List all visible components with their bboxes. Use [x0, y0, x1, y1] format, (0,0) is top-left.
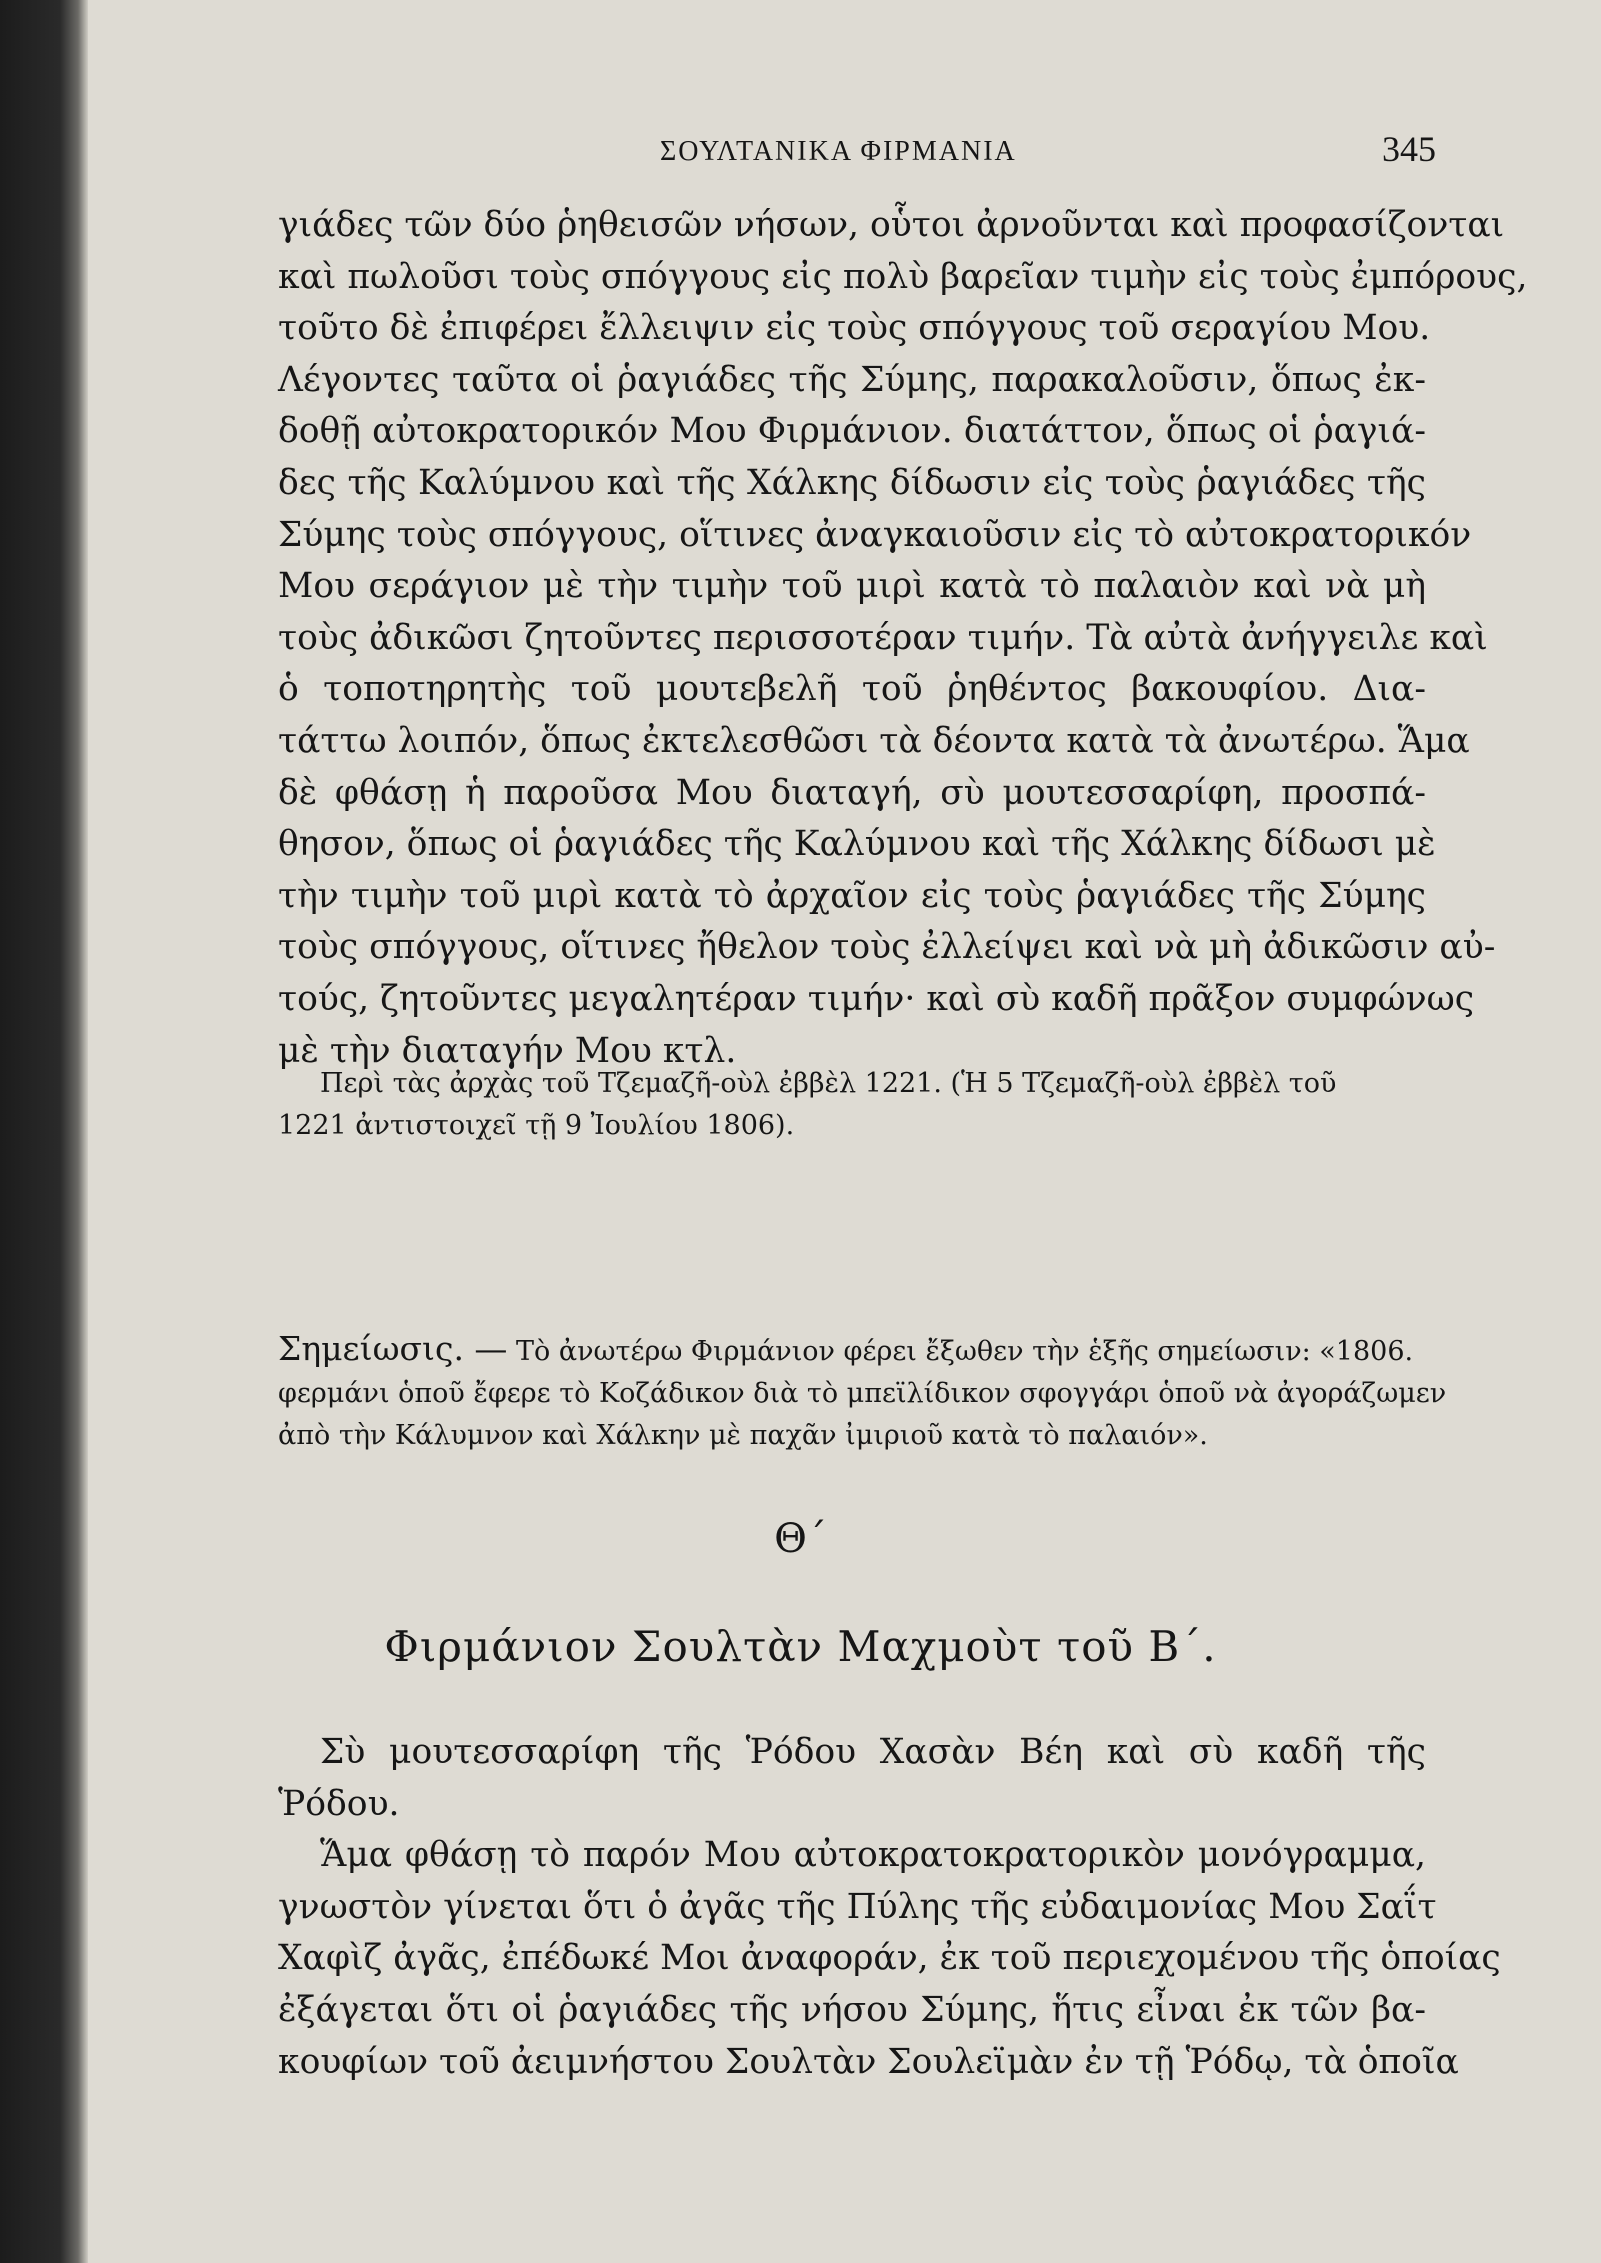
- text-line: τοὺς ἀδικῶσι ζητοῦντες περισσοτέραν τιμήν. Τὰ αὐτὰ ἀνήγγειλε καὶ: [278, 617, 1488, 658]
- text-line: τούς, ζητοῦντες μεγαλητέραν τιμήν· καὶ σὺ καδῆ πρᾶξον συμφώνως: [278, 978, 1475, 1019]
- text-line: τοῦτο δὲ ἐπιφέρει ἔλλειψιν εἰς τοὺς σπόγγους τοῦ σεραγίου Μου.: [278, 308, 1431, 349]
- text-line: μὲ τὴν διαταγήν Μου κτλ.: [278, 1030, 737, 1071]
- text-line: κουφίων τοῦ ἀειμνήστου Σουλτὰν Σουλεϊμὰν ἐν τῇ Ῥόδῳ, τὰ ὁποῖα: [278, 2041, 1459, 2082]
- text-line: Λέγοντες ταῦτα οἱ ῥαγιάδες τῆς Σύμης, παρακαλοῦσιν, ὅπως ἐκ-: [278, 359, 1426, 400]
- note-line: ἀπὸ τὴν Κάλυμνον καὶ Χάλκην μὲ παχᾶν ἰμιριοῦ κατὰ τὸ παλαιόν».: [278, 1420, 1208, 1451]
- page-number: 345: [1382, 129, 1436, 169]
- remark-note: [278, 1328, 1447, 1457]
- paragraph-continued: [278, 200, 1528, 1077]
- note-line: Τὸ ἀνωτέρω Φιρμάνιον φέρει ἔξωθεν τὴν ἑξῆς σημείωσιν: «1806.: [516, 1336, 1414, 1367]
- text-line: Ἅμα φθάσῃ τὸ παρόν Μου αὐτοκρατοκρατορικὸν μονόγραμμα,: [320, 1835, 1426, 1876]
- text-line: ἐξάγεται ὅτι οἱ ῥαγιάδες τῆς νήσου Σύμης, ἥτις εἶναι ἐκ τῶν βα-: [278, 1989, 1426, 2030]
- note-line: φερμάνι ὁποῦ ἔφερε τὸ Κοζάδικον διὰ τὸ μπεϊλίδικον σφογγάρι ὁποῦ νὰ ἀγοράζωμεν: [278, 1378, 1447, 1409]
- text-line: ὁ τοποτηρητὴς τοῦ μουτεβελῆ τοῦ ῥηθέντος βακουφίου. Δια-: [278, 669, 1426, 710]
- text-line: τάττω λοιπόν, ὅπως ἐκτελεσθῶσι τὰ δέοντα κατὰ τὰ ἀνωτέρω. Ἅμα: [278, 720, 1470, 761]
- text-line: Μου σεράγιον μὲ τὴν τιμὴν τοῦ μιρὶ κατὰ τὸ παλαιὸν καὶ νὰ μὴ: [278, 566, 1426, 607]
- text-line: Ῥόδου.: [278, 1783, 400, 1824]
- text-line: δοθῇ αὐτοκρατορικόν Μου Φιρμάνιον. διατάττον, ὅπως οἱ ῥαγιά-: [278, 411, 1426, 452]
- text-line: Σύμης τοὺς σπόγγους, οἵτινες ἀναγκαιοῦσιν εἰς τὸ αὐτοκρατορικόν: [278, 514, 1472, 555]
- text-line: δες τῆς Καλύμνου καὶ τῆς Χάλκης δίδωσιν εἰς τοὺς ῥαγιάδες τῆς: [278, 462, 1426, 503]
- text-line: γιάδες τῶν δύο ῥηθεισῶν νήσων, οὗτοι ἀρνοῦνται καὶ προφασίζονται: [278, 205, 1505, 245]
- text-line: τοὺς σπόγγους, οἵτινες ἤθελον τοὺς ἐλλείψει καὶ νὰ μὴ ἀδικῶσιν αὐ-: [278, 927, 1496, 968]
- text-line: γνωστὸν γίνεται ὅτι ὁ ἀγᾶς τῆς Πύλης τῆς εὐδαιμονίας Μου Σαΐτ: [278, 1886, 1437, 1927]
- text-line: καὶ πωλοῦσι τοὺς σπόγγους εἰς πολὺ βαρεῖαν τιμὴν εἰς τοὺς ἐμπόρους,: [278, 256, 1528, 297]
- page-header: [260, 128, 1436, 178]
- date-note: [278, 1063, 1426, 1147]
- text-line: Χαφὶζ ἀγᾶς, ἐπέδωκέ Μοι ἀναφοράν, ἐκ τοῦ περιεχομένου τῆς ὁποίας: [278, 1938, 1501, 1979]
- section-number: Θ΄: [774, 1516, 827, 1562]
- note-label: Σημείωσις. —: [278, 1329, 508, 1368]
- running-head: ΣΟΥΛΤΑΝΙΚΑ ΦΙΡΜΑΝΙΑ: [660, 136, 1017, 167]
- section-title: Φιρμάνιον Σουλτὰν Μαχμοὺτ τοῦ Β΄.: [384, 1622, 1217, 1671]
- note-line: Περὶ τὰς ἀρχὰς τοῦ Τζεμαζῆ-οὺλ ἐββὲλ 1221. (Ἡ 5 Τζεμαζῆ-οὺλ ἐββὲλ τοῦ: [320, 1068, 1337, 1099]
- text-line: δὲ φθάσῃ ἡ παροῦσα Μου διαταγή, σὺ μουτεσσαρίφη, προσπά-: [278, 772, 1426, 813]
- note-line: 1221 ἀντιστοιχεῖ τῇ 9 Ἰουλίου 1806).: [278, 1110, 795, 1141]
- text-line: θησον, ὅπως οἱ ῥαγιάδες τῆς Καλύμνου καὶ τῆς Χάλκης δίδωσι μὲ: [278, 824, 1436, 865]
- firman-text: [278, 1727, 1501, 2088]
- book-spine-shadow: [0, 0, 88, 2263]
- text-line: Σὺ μουτεσσαρίφη τῆς Ῥόδου Χασὰν Βέη καὶ σὺ καδῆ τῆς: [320, 1732, 1426, 1772]
- text-line: τὴν τιμὴν τοῦ μιρὶ κατὰ τὸ ἀρχαῖον εἰς τοὺς ῥαγιάδες τῆς Σύμης: [278, 875, 1426, 916]
